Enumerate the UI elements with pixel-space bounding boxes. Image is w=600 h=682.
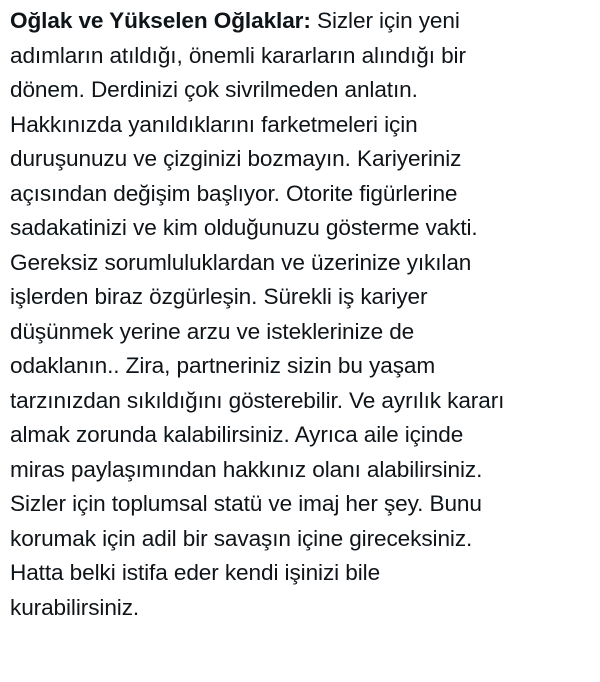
text-line-6: açısından değişim başlıyor. Otorite figürlerine: [10, 180, 458, 206]
text-line-5: duruşunuzu ve çizginizi bozmayın. Kariyeriniz: [10, 146, 462, 171]
text-line-16: korumak için adil bir savaşın içine gireceksiniz.: [10, 525, 473, 551]
text-line-14: miras paylaşımından hakkınız olanı alabilirsiniz.: [10, 456, 483, 482]
post-text: [10, 4, 595, 625]
text-line-13: almak zorunda kalabilirsiniz. Ayrıca aile içinde: [10, 422, 464, 447]
text-line-18: kurabilirsiniz.: [10, 594, 140, 620]
text-line-3: dönem. Derdinizi çok sivrilmeden anlatın.: [10, 77, 418, 102]
text-line-9: işlerden biraz özgürleşin. Sürekli iş kariyer: [10, 284, 428, 309]
post-heading: Oğlak ve Yükselen Oğlaklar:: [10, 8, 311, 33]
text-line-4: Hakkınızda yanıldıklarını farketmeleri için: [10, 111, 418, 137]
text-line-12: tarzınızdan sıkıldığını gösterebilir. Ve ayrılık kararı: [10, 387, 505, 413]
text-line-1: [10, 4, 595, 39]
text-line-15: Sizler için toplumsal statü ve imaj her şey. Bunu: [10, 491, 482, 516]
text-line-7: sadakatinizi ve kim olduğunuzu gösterme vakti.: [10, 215, 478, 240]
text-line-11: odaklanın.. Zira, partneriniz sizin bu yaşam: [10, 353, 436, 378]
text-line-2: adımların atıldığı, önemli kararların alındığı bir: [10, 42, 466, 68]
text-line-10: düşünmek yerine arzu ve isteklerinize de: [10, 318, 415, 344]
text-line-8: Gereksiz sorumluluklardan ve üzerinize yıkılan: [10, 249, 472, 275]
text-line-1-rest: Sizler için yeni: [310, 8, 460, 33]
text-line-17: Hatta belki istifa eder kendi işinizi bile: [10, 560, 381, 585]
